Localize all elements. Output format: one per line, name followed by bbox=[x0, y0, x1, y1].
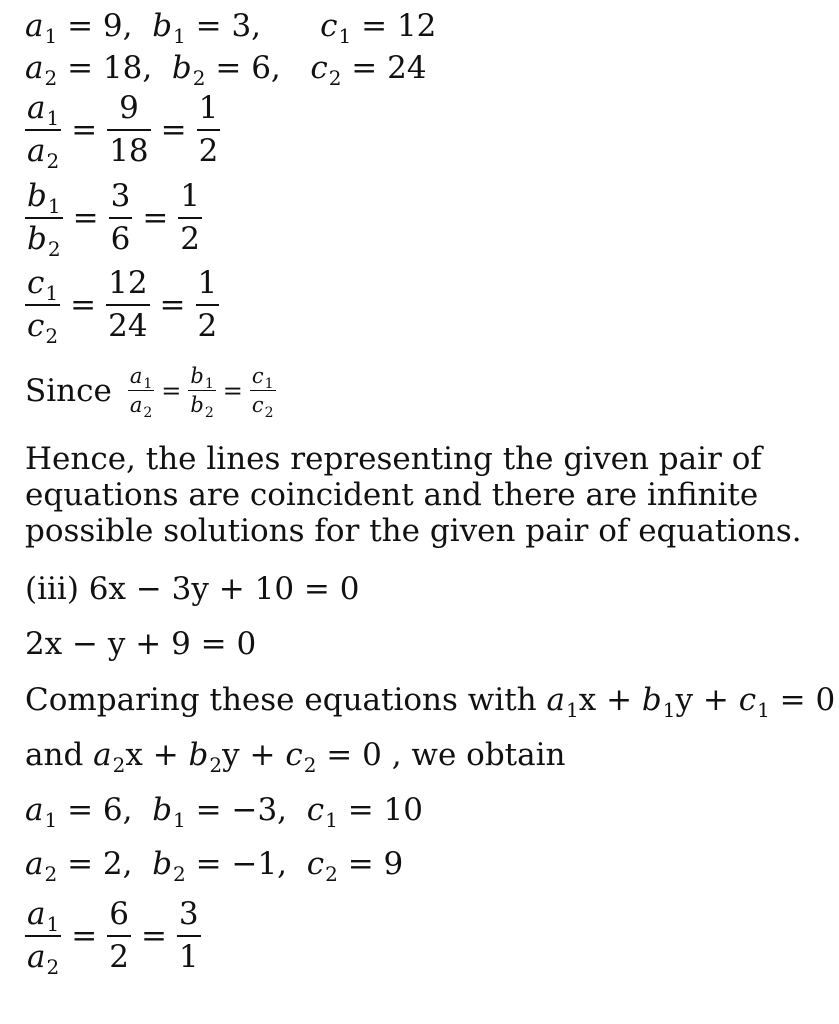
since-row: Since $\frac{a_1}{a_2}$ = $\frac{b_1}{b_2}$ = $\frac{c_1}{c_2}$ bbox=[25, 364, 274, 422]
numerator: 1 bbox=[197, 92, 221, 131]
small-fraction-b bbox=[188, 364, 215, 422]
fraction-simplified bbox=[178, 180, 202, 255]
var-c: c bbox=[27, 265, 45, 301]
subscript: 2 bbox=[44, 862, 58, 886]
fraction-b1-b2 bbox=[25, 178, 63, 261]
var-c: c bbox=[738, 682, 757, 718]
term: = 0 bbox=[316, 737, 382, 773]
subscript: 2 bbox=[46, 148, 60, 173]
fraction-c1-c2 bbox=[25, 265, 60, 348]
subscript: 2 bbox=[192, 66, 206, 90]
var-c: c bbox=[251, 364, 264, 388]
fraction-value bbox=[109, 180, 133, 255]
subscript: 1 bbox=[264, 376, 274, 392]
denominator: 2 bbox=[197, 307, 218, 344]
since-label: Since bbox=[25, 372, 112, 409]
fraction-value bbox=[106, 267, 149, 342]
coefficients-iii-line-2 bbox=[25, 846, 404, 886]
fraction-simplified bbox=[197, 92, 221, 167]
equation: 6x − 3y + 10 = 0 bbox=[88, 571, 360, 607]
term: y + bbox=[675, 682, 739, 718]
subscript: 1 bbox=[45, 281, 59, 305]
var-a: a bbox=[25, 792, 44, 828]
subscript: 2 bbox=[45, 323, 59, 348]
subscript: 1 bbox=[44, 24, 58, 48]
var-c: c bbox=[306, 846, 325, 882]
numerator: 9 bbox=[107, 92, 150, 131]
var-a: a bbox=[25, 50, 44, 86]
var-b: b bbox=[152, 792, 173, 828]
subscript: 1 bbox=[46, 106, 60, 130]
subscript: 1 bbox=[204, 376, 214, 392]
subscript: 1 bbox=[757, 698, 770, 722]
ratio-b-row: $\frac{b_1}{b_2}$ = $\frac{3}{6}$ = $\frac{1}{2}$ bbox=[27, 178, 201, 261]
var-c: c bbox=[320, 8, 338, 44]
subscript: 2 bbox=[264, 405, 274, 422]
subscript: 1 bbox=[44, 808, 58, 832]
var-b: b bbox=[27, 220, 47, 257]
var-c: c bbox=[285, 737, 303, 773]
var-c: c bbox=[310, 50, 328, 86]
subscript: 2 bbox=[204, 405, 214, 422]
value: = 6, bbox=[57, 792, 153, 828]
fraction-value bbox=[107, 92, 150, 167]
coefficients-iii-line-1 bbox=[25, 792, 423, 832]
term: x + bbox=[125, 737, 189, 773]
subscript: 1 bbox=[173, 24, 186, 48]
var-b: b bbox=[27, 178, 47, 214]
ratio-a-row: $\frac{a_1}{a_2}$ = $\frac{9}{18}$ = $\frac{1}{2}$ bbox=[27, 90, 219, 173]
var-a: a bbox=[25, 846, 44, 882]
denominator: 2 bbox=[180, 220, 201, 257]
subscript: 1 bbox=[47, 194, 61, 218]
paragraph-line: equations are coincident and there are infinite bbox=[25, 477, 759, 513]
and-line bbox=[25, 737, 565, 776]
denominator: 2 bbox=[109, 938, 129, 975]
subscript: 1 bbox=[338, 24, 352, 48]
term: y + bbox=[222, 737, 286, 773]
term: x + bbox=[578, 682, 642, 718]
var-b: b bbox=[152, 846, 173, 882]
subscript: 1 bbox=[46, 912, 60, 936]
ratio-a-iii-row: $\frac{a_1}{a_2}$ = $\frac{6}{2}$ = $\frac{3}{1}$ bbox=[27, 896, 199, 979]
ratio-c-row: $\frac{c_1}{c_2}$ = $\frac{12}{24}$ = $\frac{1}{2}$ bbox=[27, 265, 218, 348]
subscript: 2 bbox=[44, 66, 58, 90]
var-a: a bbox=[129, 393, 143, 418]
small-fraction-a bbox=[128, 364, 154, 422]
numerator: 1 bbox=[178, 180, 202, 219]
var-a: a bbox=[25, 8, 44, 44]
comparing-text: Comparing these equations with bbox=[25, 682, 547, 718]
var-b: b bbox=[171, 50, 192, 86]
var-c: c bbox=[306, 792, 325, 828]
subscript: 1 bbox=[566, 698, 579, 722]
value: = 2, bbox=[57, 846, 153, 882]
var-a: a bbox=[27, 896, 46, 932]
subscript: 2 bbox=[303, 753, 317, 777]
value: = 6, bbox=[205, 50, 311, 86]
var-b: b bbox=[641, 682, 662, 718]
var-b: b bbox=[188, 737, 209, 773]
numerator: 12 bbox=[106, 267, 149, 306]
fraction-a1-a2 bbox=[25, 90, 61, 173]
var-a: a bbox=[546, 682, 565, 718]
var-b: b bbox=[152, 8, 173, 44]
subscript: 2 bbox=[173, 862, 186, 886]
subscript: 2 bbox=[325, 862, 338, 886]
subscript: 2 bbox=[47, 236, 61, 261]
value: = 10 bbox=[337, 792, 423, 828]
var-a: a bbox=[27, 938, 46, 975]
denominator: 18 bbox=[109, 132, 149, 169]
var-a: a bbox=[27, 90, 46, 126]
subscript: 1 bbox=[325, 808, 338, 832]
paragraph-line: possible solutions for the given pair of equations. bbox=[25, 513, 802, 549]
value: = 9, bbox=[57, 8, 153, 44]
obtain-text: , we obtain bbox=[381, 737, 566, 773]
var-b: b bbox=[190, 393, 204, 418]
denominator: 1 bbox=[178, 938, 199, 975]
numerator: 1 bbox=[196, 267, 220, 306]
part-label: (iii) bbox=[25, 571, 89, 607]
small-fraction-c bbox=[250, 364, 276, 422]
fraction-value bbox=[107, 898, 131, 973]
subscript: 2 bbox=[46, 954, 60, 979]
var-a: a bbox=[129, 364, 143, 388]
var-a: a bbox=[93, 737, 112, 773]
var-c: c bbox=[251, 393, 264, 418]
denominator: 24 bbox=[108, 307, 148, 344]
value: = 18, bbox=[57, 50, 172, 86]
numerator: 3 bbox=[109, 180, 133, 219]
comparing-line bbox=[25, 682, 835, 721]
subscript: 2 bbox=[112, 753, 126, 777]
paragraph-line: Hence, the lines representing the given pair of bbox=[25, 441, 762, 477]
coefficients-line-1 bbox=[25, 8, 437, 48]
var-c: c bbox=[27, 307, 45, 344]
conclusion-paragraph bbox=[25, 441, 805, 549]
numerator: 6 bbox=[107, 898, 131, 937]
value: = 3, bbox=[185, 8, 321, 44]
denominator: 6 bbox=[110, 220, 131, 257]
coefficients-line-2 bbox=[25, 50, 427, 90]
value: = 9 bbox=[337, 846, 404, 882]
value: = 12 bbox=[351, 8, 437, 44]
fraction-a1-a2 bbox=[25, 896, 61, 979]
subscript: 1 bbox=[143, 376, 153, 392]
var-a: a bbox=[27, 132, 46, 169]
value: = −3, bbox=[185, 792, 307, 828]
and-text: and bbox=[25, 737, 94, 773]
numerator: 3 bbox=[177, 898, 201, 937]
var-b: b bbox=[190, 364, 204, 388]
denominator: 2 bbox=[198, 132, 219, 169]
part-iii-equation-1 bbox=[25, 571, 359, 607]
subscript: 2 bbox=[328, 66, 342, 90]
equation: 2x − y + 9 = 0 bbox=[25, 626, 257, 662]
subscript: 1 bbox=[173, 808, 186, 832]
fraction-simplified bbox=[177, 898, 201, 973]
part-iii-equation-2 bbox=[25, 626, 256, 662]
value: = 24 bbox=[341, 50, 427, 86]
subscript: 2 bbox=[209, 753, 223, 777]
term: = 0 bbox=[769, 682, 836, 718]
subscript: 2 bbox=[143, 405, 153, 422]
subscript: 1 bbox=[662, 698, 676, 722]
value: = −1, bbox=[185, 846, 307, 882]
fraction-simplified bbox=[196, 267, 220, 342]
